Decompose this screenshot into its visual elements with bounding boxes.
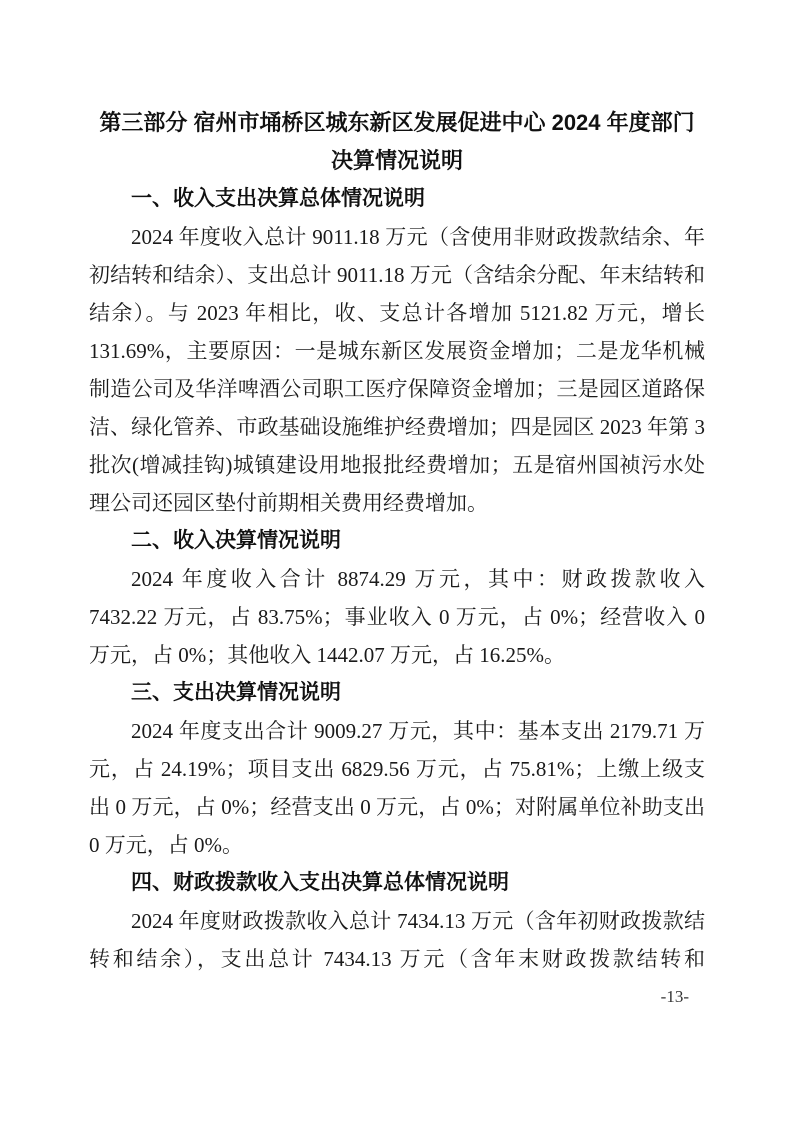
section-2-heading: 二、收入决算情况说明: [131, 529, 341, 552]
section-4-heading: 四、财政拨款收入支出决算总体情况说明: [131, 871, 509, 894]
section-1-paragraph: 2024 年度收入总计 9011.18 万元（含使用非财政拨款结余、年初结转和结余）、支出总计 9011.18 万元（含结余分配、年末结转和结余）。与 2023 年相比，收、支总计各增加 5121.82 万元，增长 131.69%，主要原因：一是城东新区发展资金增加；二是龙华机械制造公司及华洋啤酒公司职工医疗保障资金增加；三是园区道路保洁、绿化管养、市政基础设施维护经费增加；四是园区 2023 年第 3 批次(增减挂钩)城镇建设用地报批经费增加；五是宿州国祯污水处理公司还园区垫付前期相关费用经费增加。: [89, 225, 706, 515]
section-fiscal-appropriation-overview: [89, 864, 705, 978]
section-3-heading: 三、支出决算情况说明: [131, 681, 341, 704]
section-1-heading: 一、收入支出决算总体情况说明: [131, 187, 425, 210]
page-number: -13-: [660, 987, 689, 1006]
document-title-line-1: 第三部分 宿州市埇桥区城东新区发展促进中心 2024 年度部门: [99, 110, 695, 135]
section-4-paragraph: 2024 年度财政拨款收入总计 7434.13 万元（含年初财政拨款结转和结余），支出总计 7434.13 万元（含年末财政拨款结转和: [89, 909, 705, 971]
section-3-paragraph: 2024 年度支出合计 9009.27 万元，其中：基本支出 2179.71 万元，占 24.19%；项目支出 6829.56 万元，占 75.81%；上缴上级支出 0 万元，占 0%；经营支出 0 万元，占 0%；对附属单位补助支出 0 万元，占 0%。: [89, 719, 705, 857]
section-2-paragraph: 2024 年度收入合计 8874.29 万元，其中：财政拨款收入 7432.22 万元，占 83.75%；事业收入 0 万元，占 0%；经营收入 0 万元，占 0%；其他收入 1442.07 万元，占 16.25%。: [89, 567, 705, 667]
section-expenditure-accounts: [89, 674, 705, 864]
document-title-line-2: 决算情况说明: [330, 148, 463, 173]
section-income-accounts: [89, 522, 705, 674]
section-income-expenditure-overview: [89, 180, 705, 522]
